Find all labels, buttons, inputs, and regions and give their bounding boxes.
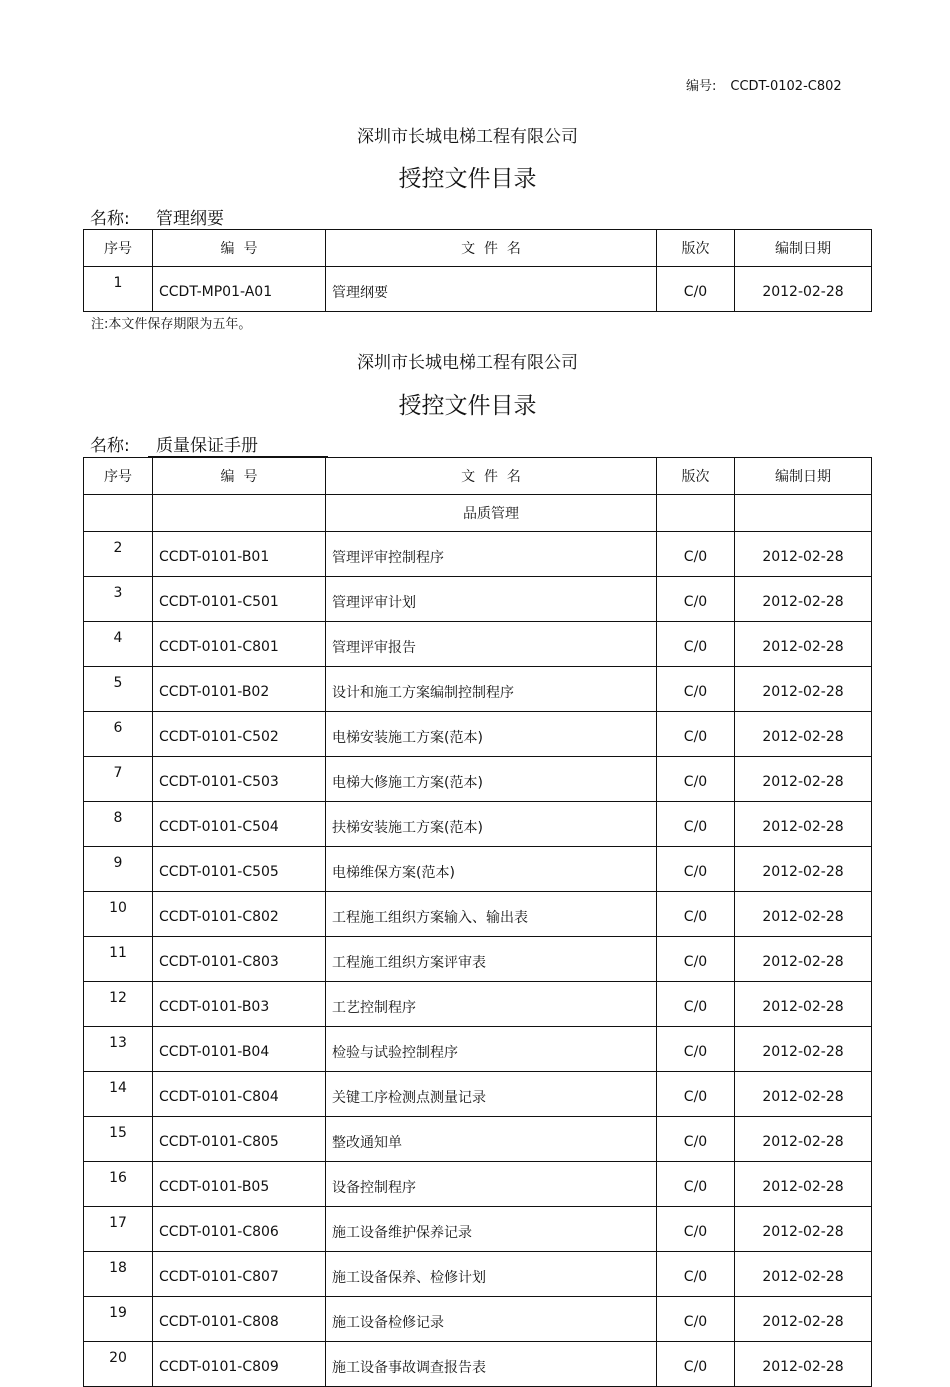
row-revision: C/0 — [657, 847, 735, 892]
row-filename: 管理评审报告 — [326, 622, 657, 667]
table-row — [84, 1072, 872, 1117]
table-row — [84, 1297, 872, 1342]
table-row — [84, 622, 872, 667]
row-filename: 扶梯安装施工方案(范本) — [326, 802, 657, 847]
row-revision: C/0 — [657, 712, 735, 757]
row-revision: C/0 — [657, 1072, 735, 1117]
row-date: 2012-02-28 — [735, 1297, 872, 1342]
row-revision: C/0 — [657, 937, 735, 982]
row-date: 2012-02-28 — [735, 712, 872, 757]
row-seq: 3 — [84, 577, 153, 622]
row-date: 2012-02-28 — [735, 1252, 872, 1297]
row-date: 2012-02-28 — [735, 892, 872, 937]
row-seq: 18 — [84, 1252, 153, 1297]
table-row — [84, 802, 872, 847]
catalog-name-row — [90, 204, 224, 229]
row-date: 2012-02-28 — [735, 667, 872, 712]
header-code: 编 号 — [153, 458, 326, 495]
retention-note: 注:本文件保存期限为五年。 — [91, 317, 252, 332]
row-code: CCDT-0101-C801 — [153, 622, 326, 667]
row-filename: 关键工序检测点测量记录 — [326, 1072, 657, 1117]
row-seq: 16 — [84, 1162, 153, 1207]
table-row — [84, 267, 872, 312]
row-code: CCDT-0101-C809 — [153, 1342, 326, 1387]
catalog-name-value: 质量保证手册 — [148, 431, 328, 457]
row-date: 2012-02-28 — [735, 622, 872, 667]
company-name: 深圳市长城电梯工程有限公司 — [357, 353, 578, 373]
row-date: 2012-02-28 — [735, 1162, 872, 1207]
row-seq: 12 — [84, 982, 153, 1027]
row-date: 2012-02-28 — [735, 847, 872, 892]
catalog-name-row — [90, 431, 258, 456]
row-date: 2012-02-28 — [735, 937, 872, 982]
group-revision-empty — [657, 495, 735, 532]
row-revision: C/0 — [657, 757, 735, 802]
table-row — [84, 532, 872, 577]
row-revision: C/0 — [657, 667, 735, 712]
row-filename: 施工设备维护保养记录 — [326, 1207, 657, 1252]
table-row — [84, 712, 872, 757]
row-code: CCDT-0101-C501 — [153, 577, 326, 622]
row-revision: C/0 — [657, 802, 735, 847]
row-filename: 整改通知单 — [326, 1117, 657, 1162]
row-code: CCDT-0101-B02 — [153, 667, 326, 712]
row-filename: 电梯维保方案(范本) — [326, 847, 657, 892]
row-code: CCDT-0101-C805 — [153, 1117, 326, 1162]
company-name: 深圳市长城电梯工程有限公司 — [357, 127, 578, 147]
header-revision: 版次 — [657, 458, 735, 495]
row-revision: C/0 — [657, 1027, 735, 1072]
section-title: 授控文件目录 — [398, 393, 537, 419]
row-date: 2012-02-28 — [735, 1342, 872, 1387]
group-date-empty — [735, 495, 872, 532]
row-code: CCDT-0101-C503 — [153, 757, 326, 802]
row-seq: 6 — [84, 712, 153, 757]
row-seq: 19 — [84, 1297, 153, 1342]
row-revision: C/0 — [657, 1162, 735, 1207]
row-date: 2012-02-28 — [735, 1117, 872, 1162]
row-code: CCDT-0101-C807 — [153, 1252, 326, 1297]
row-filename: 电梯大修施工方案(范本) — [326, 757, 657, 802]
row-date: 2012-02-28 — [735, 802, 872, 847]
row-seq: 14 — [84, 1072, 153, 1117]
row-code: CCDT-0101-C505 — [153, 847, 326, 892]
row-seq: 1 — [84, 267, 153, 312]
row-code: CCDT-0101-B03 — [153, 982, 326, 1027]
table-row — [84, 577, 872, 622]
row-filename: 电梯安装施工方案(范本) — [326, 712, 657, 757]
document-number-value: CCDT-0102-C802 — [730, 79, 842, 94]
row-filename: 工程施工组织方案输入、输出表 — [326, 892, 657, 937]
row-seq: 5 — [84, 667, 153, 712]
header-filename: 文 件 名 — [326, 230, 657, 267]
row-revision: C/0 — [657, 1252, 735, 1297]
row-filename: 工艺控制程序 — [326, 982, 657, 1027]
row-seq: 8 — [84, 802, 153, 847]
row-seq: 9 — [84, 847, 153, 892]
document-number — [686, 75, 842, 94]
row-filename: 管理评审控制程序 — [326, 532, 657, 577]
row-date: 2012-02-28 — [735, 1072, 872, 1117]
row-code: CCDT-0101-B05 — [153, 1162, 326, 1207]
row-code: CCDT-0101-C502 — [153, 712, 326, 757]
row-seq: 20 — [84, 1342, 153, 1387]
row-date: 2012-02-28 — [735, 267, 872, 312]
row-seq: 13 — [84, 1027, 153, 1072]
header-filename: 文 件 名 — [326, 458, 657, 495]
row-revision: C/0 — [657, 532, 735, 577]
row-seq: 7 — [84, 757, 153, 802]
row-code: CCDT-0101-C806 — [153, 1207, 326, 1252]
table-row — [84, 847, 872, 892]
group-row — [84, 495, 872, 532]
group-seq-empty — [84, 495, 153, 532]
row-revision: C/0 — [657, 1297, 735, 1342]
row-revision: C/0 — [657, 577, 735, 622]
table-row — [84, 667, 872, 712]
row-code: CCDT-0101-C808 — [153, 1297, 326, 1342]
document-number-label: 编号: — [686, 79, 717, 94]
row-filename: 设计和施工方案编制控制程序 — [326, 667, 657, 712]
row-code: CCDT-0101-B04 — [153, 1027, 326, 1072]
row-filename: 管理评审计划 — [326, 577, 657, 622]
table-row — [84, 1342, 872, 1387]
group-label: 品质管理 — [326, 495, 657, 532]
row-date: 2012-02-28 — [735, 577, 872, 622]
row-date: 2012-02-28 — [735, 532, 872, 577]
catalog-name-value: 管理纲要 — [148, 204, 328, 230]
row-filename: 检验与试验控制程序 — [326, 1027, 657, 1072]
row-revision: C/0 — [657, 892, 735, 937]
table-header-row — [84, 230, 872, 267]
table-header-row — [84, 458, 872, 495]
header-seq: 序号 — [84, 458, 153, 495]
row-revision: C/0 — [657, 982, 735, 1027]
row-filename: 设备控制程序 — [326, 1162, 657, 1207]
header-seq: 序号 — [84, 230, 153, 267]
row-code: CCDT-0101-C504 — [153, 802, 326, 847]
row-revision: C/0 — [657, 267, 735, 312]
row-filename: 施工设备检修记录 — [326, 1297, 657, 1342]
directory-table — [83, 457, 872, 1387]
row-date: 2012-02-28 — [735, 982, 872, 1027]
header-revision: 版次 — [657, 230, 735, 267]
row-revision: C/0 — [657, 1342, 735, 1387]
row-filename: 施工设备保养、检修计划 — [326, 1252, 657, 1297]
row-seq: 15 — [84, 1117, 153, 1162]
row-filename: 施工设备事故调查报告表 — [326, 1342, 657, 1387]
row-code: CCDT-MP01-A01 — [153, 267, 326, 312]
row-code: CCDT-0101-C803 — [153, 937, 326, 982]
row-seq: 11 — [84, 937, 153, 982]
table-row — [84, 1252, 872, 1297]
row-revision: C/0 — [657, 622, 735, 667]
row-revision: C/0 — [657, 1117, 735, 1162]
row-filename: 工程施工组织方案评审表 — [326, 937, 657, 982]
row-date: 2012-02-28 — [735, 1027, 872, 1072]
row-code: CCDT-0101-C802 — [153, 892, 326, 937]
table-row — [84, 1162, 872, 1207]
catalog-name-label: 名称: — [90, 436, 130, 456]
row-seq: 10 — [84, 892, 153, 937]
row-seq: 4 — [84, 622, 153, 667]
table-row — [84, 1117, 872, 1162]
header-date: 编制日期 — [735, 230, 872, 267]
table-row — [84, 937, 872, 982]
header-date: 编制日期 — [735, 458, 872, 495]
row-seq: 17 — [84, 1207, 153, 1252]
table-row — [84, 757, 872, 802]
row-filename: 管理纲要 — [326, 267, 657, 312]
table-row — [84, 1207, 872, 1252]
directory-table — [83, 229, 872, 312]
group-code-empty — [153, 495, 326, 532]
row-date: 2012-02-28 — [735, 757, 872, 802]
row-seq: 2 — [84, 532, 153, 577]
row-revision: C/0 — [657, 1207, 735, 1252]
row-code: CCDT-0101-B01 — [153, 532, 326, 577]
header-code: 编 号 — [153, 230, 326, 267]
table-row — [84, 1027, 872, 1072]
row-code: CCDT-0101-C804 — [153, 1072, 326, 1117]
catalog-name-label: 名称: — [90, 209, 130, 229]
table-row — [84, 982, 872, 1027]
table-row — [84, 892, 872, 937]
section-title: 授控文件目录 — [398, 166, 537, 192]
row-date: 2012-02-28 — [735, 1207, 872, 1252]
